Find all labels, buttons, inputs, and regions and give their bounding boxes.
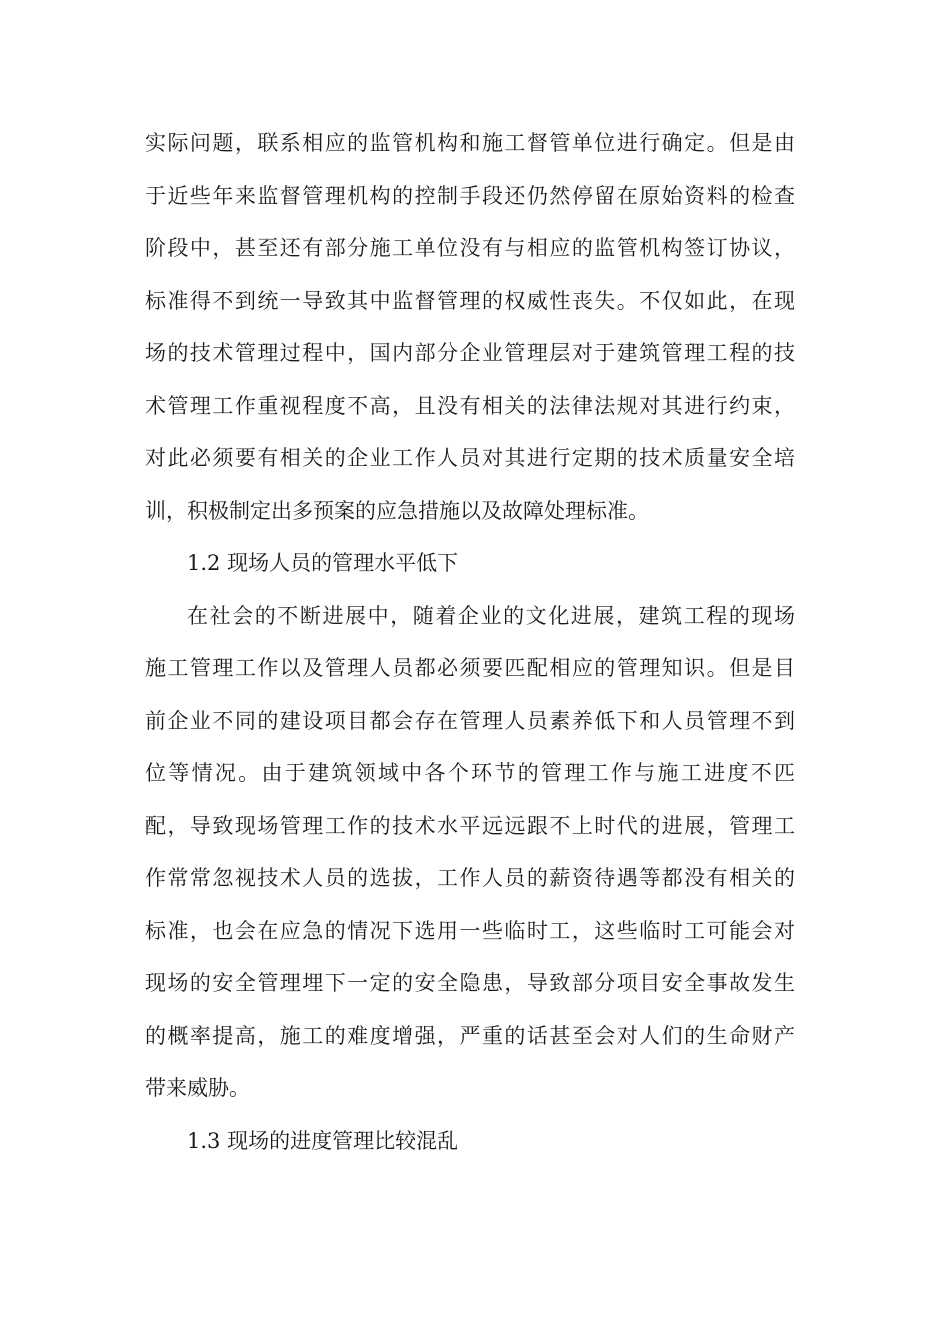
paragraph-line: 对此必须要有相关的企业工作人员对其进行定期的技术质量安全培 <box>145 446 795 470</box>
document-body <box>145 117 795 1167</box>
paragraph-line: 阶段中，甚至还有部分施工单位没有与相应的监管机构签订协议， <box>145 236 795 260</box>
paragraph-line: 带来威胁。 <box>145 1076 250 1100</box>
paragraph-line: 配，导致现场管理工作的技术水平远远跟不上时代的进展，管理工 <box>145 813 795 838</box>
paragraph-line: 场的技术管理过程中，国内部分企业管理层对于建筑管理工程的技 <box>145 341 795 365</box>
paragraph-line: 实际问题，联系相应的监管机构和施工督管单位进行确定。但是由 <box>145 131 795 155</box>
paragraph-line: 术管理工作重视程度不高，且没有相关的法律法规对其进行约束， <box>145 393 795 418</box>
paragraph-line: 位等情况。由于建筑领域中各个环节的管理工作与施工进度不匹 <box>145 761 795 785</box>
paragraph-line: 于近些年来监督管理机构的控制手段还仍然停留在原始资料的检查 <box>145 183 795 208</box>
paragraph-line: 在社会的不断进展中，随着企业的文化进展，建筑工程的现场 <box>187 603 795 628</box>
paragraph-line: 标准，也会在应急的情况下选用一些临时工，这些临时工可能会对 <box>145 918 795 943</box>
paragraph-line: 施工管理工作以及管理人员都必须要匹配相应的管理知识。但是目 <box>145 656 795 680</box>
section-heading-1-3: 1.3 现场的进度管理比较混乱 <box>187 1128 459 1153</box>
paragraph-line: 的概率提高，施工的难度增强，严重的话甚至会对人们的生命财产 <box>145 1023 795 1048</box>
paragraph-line: 作常常忽视技术人员的选拔，工作人员的薪资待遇等都没有相关的 <box>145 866 795 890</box>
section-heading-1-2: 1.2 现场人员的管理水平低下 <box>187 551 459 575</box>
paragraph-1 <box>145 117 795 537</box>
paragraph-line: 现场的安全管理埋下一定的安全隐患，导致部分项目安全事故发生 <box>145 971 795 995</box>
paragraph-line: 前企业不同的建设项目都会存在管理人员素养低下和人员管理不到 <box>145 708 795 733</box>
paragraph-2 <box>145 590 795 1115</box>
paragraph-line: 训，积极制定出多预案的应急措施以及故障处理标准。 <box>145 498 649 523</box>
paragraph-line: 标准得不到统一导致其中监督管理的权威性丧失。不仅如此，在现 <box>145 288 795 313</box>
